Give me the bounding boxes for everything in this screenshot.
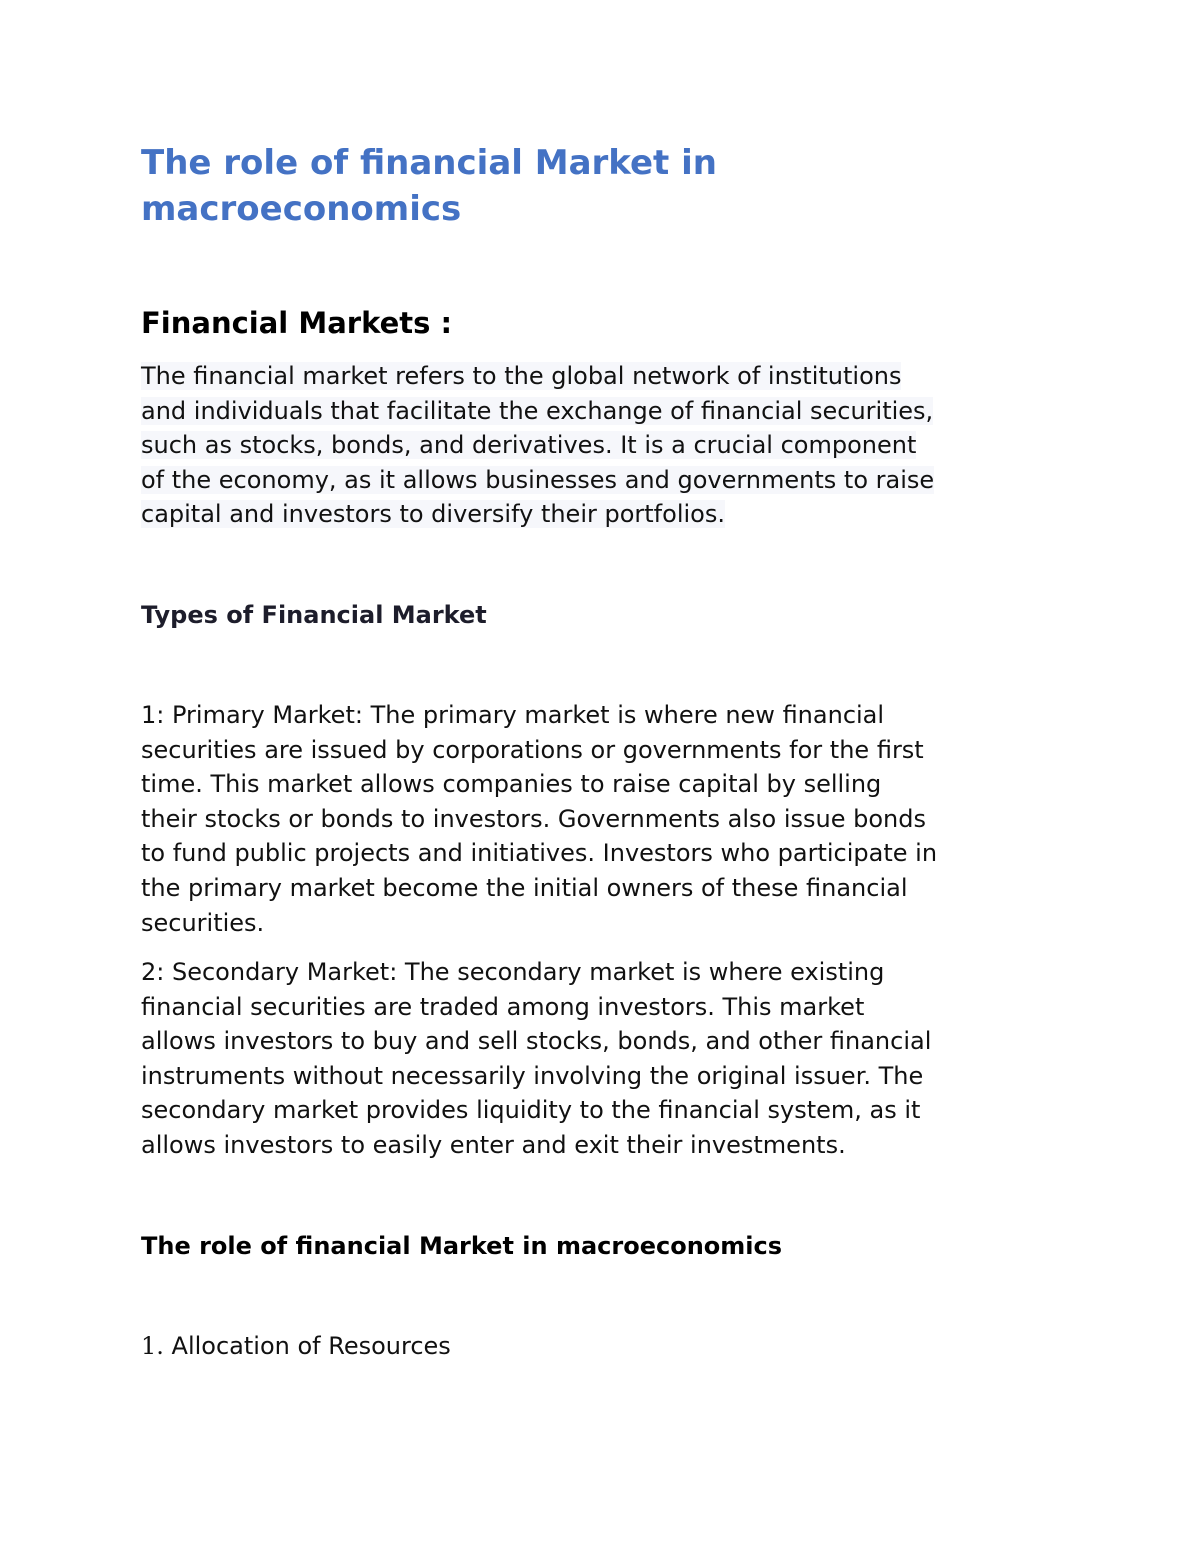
intro-paragraph: [141, 359, 1061, 532]
text-line: securities.: [141, 908, 265, 937]
text-line: allows investors to easily enter and exit their investments.: [141, 1130, 846, 1159]
text-line: 1: Primary Market: The primary market is where new financial: [141, 701, 885, 729]
list-number: 1.: [141, 1332, 164, 1360]
title-line: macroeconomics: [141, 189, 462, 229]
text-line: to fund public projects and initiatives. Investors who participate in: [141, 839, 938, 868]
secondary-market-paragraph: [141, 955, 1061, 1163]
text-line: time. This market allows companies to raise capital by selling: [141, 770, 882, 799]
text-line: instruments without necessarily involving the original issuer. The: [141, 1061, 924, 1090]
list-item: [141, 1329, 451, 1363]
document-title: [141, 140, 841, 232]
primary-market-paragraph: [141, 698, 1061, 940]
text-line: of the economy, as it allows businesses and governments to raise: [141, 465, 935, 494]
text-line: their stocks or bonds to investors. Governments also issue bonds: [141, 804, 926, 833]
title-line: The role of financial Market in: [141, 143, 718, 183]
text-line: securities are issued by corporations or governments for the first: [141, 735, 924, 764]
types-heading: Types of Financial Market: [141, 601, 487, 629]
financial-markets-heading: Financial Markets :: [141, 306, 453, 340]
text-line: and individuals that facilitate the exchange of financial securities,: [141, 396, 934, 425]
text-line: financial securities are traded among investors. This market: [141, 992, 865, 1021]
text-line: the primary market become the initial owners of these financial: [141, 873, 908, 902]
list-item-text: Allocation of Resources: [163, 1332, 451, 1360]
text-line: The financial market refers to the global network of institutions: [141, 362, 902, 390]
text-line: allows investors to buy and sell stocks, bonds, and other financial: [141, 1027, 932, 1056]
text-line: 2: Secondary Market: The secondary market is where existing: [141, 958, 885, 986]
text-line: secondary market provides liquidity to the financial system, as it: [141, 1096, 921, 1125]
text-line: such as stocks, bonds, and derivatives. It is a crucial component: [141, 431, 917, 460]
text-line: capital and investors to diversify their portfolios.: [141, 500, 725, 529]
role-heading: The role of financial Market in macroeconomics: [141, 1232, 783, 1260]
